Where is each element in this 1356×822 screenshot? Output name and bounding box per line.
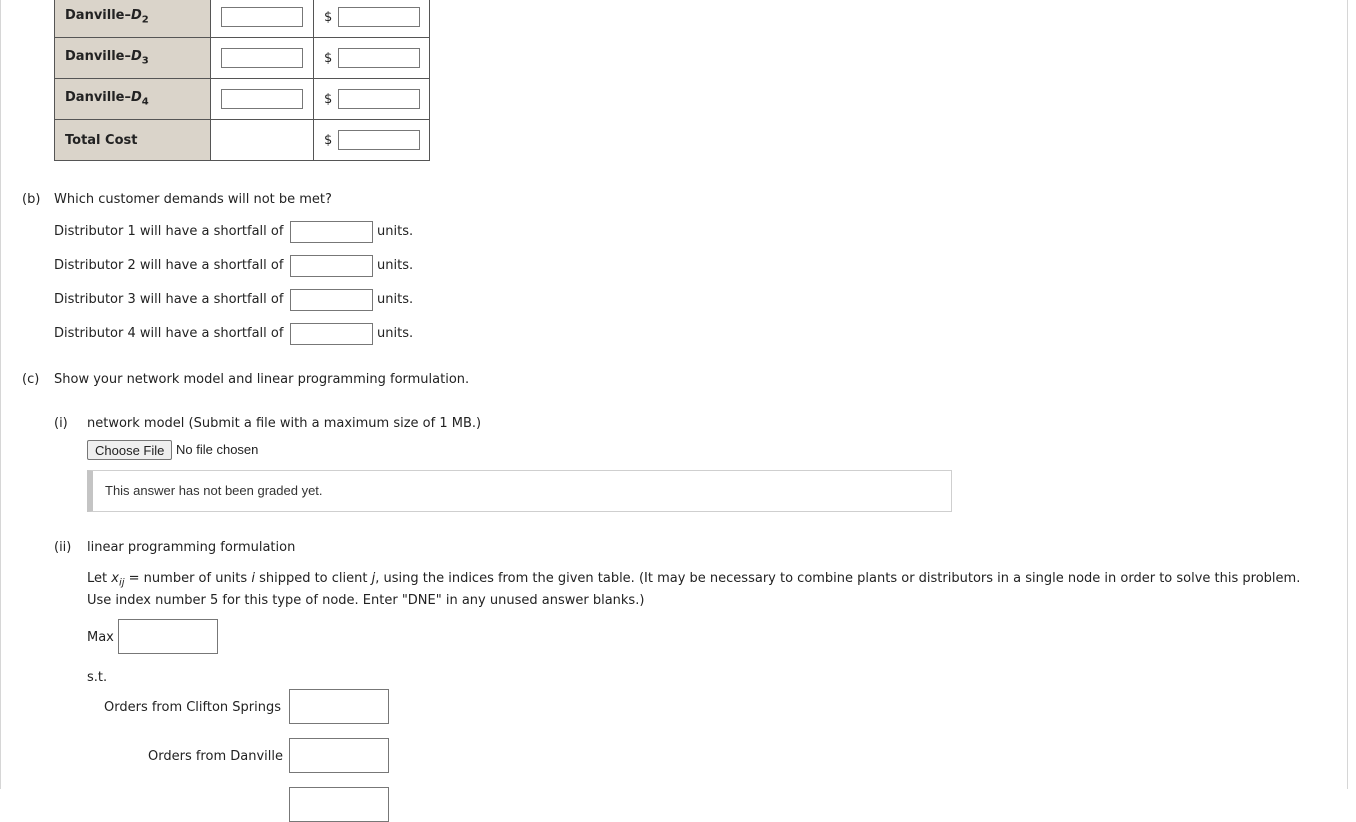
variable-definition-line2: Use index number 5 for this type of node. Enter "DNE" in any unused answer blanks.)	[87, 593, 645, 608]
table-row	[55, 38, 430, 79]
cost-table	[54, 0, 430, 161]
shortfall-label-4: Distributor 4 will have a shortfall of	[54, 326, 284, 341]
part-b-label: (b)	[22, 192, 41, 207]
part-c-ii-text: linear programming formulation	[87, 540, 296, 555]
objective-input[interactable]	[118, 619, 218, 654]
shortfall-label-1: Distributor 1 will have a shortfall of	[54, 224, 284, 239]
units-label-4: units.	[377, 326, 414, 341]
units-label-3: units.	[377, 292, 414, 307]
route-label: Danville–$D_2$	[55, 0, 211, 38]
cost-input[interactable]	[338, 48, 420, 68]
units-input[interactable]	[221, 7, 303, 27]
part-c-text: Show your network model and linear programming formulation.	[54, 372, 470, 387]
st-label: s.t.	[87, 670, 108, 685]
total-cost-label: Total Cost	[55, 120, 211, 161]
part-b-question: Which customer demands will not be met?	[54, 192, 332, 207]
total-cost-input[interactable]	[338, 130, 420, 150]
variable-definition: Let $x_{ij}$ = number of units i shipped to client j, using the indices from the given table. (It may be necessary to combine plants or distributors in a single node in order to solve this problem.	[87, 571, 1301, 589]
units-label-2: units.	[377, 258, 414, 273]
table-row-total	[55, 120, 430, 161]
currency-symbol: $	[324, 50, 333, 66]
part-c-ii-label: (ii)	[54, 540, 72, 555]
table-row	[55, 0, 430, 38]
part-c-i-text: network model (Submit a file with a maximum size of 1 MB.)	[87, 416, 482, 431]
shortfall-input-3[interactable]	[290, 289, 373, 311]
choose-file-button[interactable]: Choose File	[87, 440, 172, 460]
shortfall-input-2[interactable]	[290, 255, 373, 277]
units-input[interactable]	[221, 48, 303, 68]
shortfall-label-3: Distributor 3 will have a shortfall of	[54, 292, 284, 307]
currency-symbol: $	[324, 9, 333, 25]
max-label: Max	[87, 630, 114, 645]
part-c-i-label: (i)	[54, 416, 68, 431]
constraint-label-clifton: Orders from Clifton Springs	[104, 700, 282, 715]
constraint-input-danville[interactable]	[289, 738, 389, 773]
constraint-input-clifton[interactable]	[289, 689, 389, 724]
constraint-label-danville: Orders from Danville	[148, 749, 283, 764]
shortfall-input-1[interactable]	[290, 221, 373, 243]
route-label: Danville–$D_4$	[55, 79, 211, 120]
table-row	[55, 79, 430, 120]
route-label: Danville–$D_3$	[55, 38, 211, 79]
shortfall-input-4[interactable]	[290, 323, 373, 345]
shortfall-label-2: Distributor 2 will have a shortfall of	[54, 258, 284, 273]
currency-symbol: $	[324, 132, 333, 148]
cost-input[interactable]	[338, 89, 420, 109]
file-status: No file chosen	[176, 442, 259, 457]
units-input[interactable]	[221, 89, 303, 109]
graded-note: This answer has not been graded yet.	[87, 470, 952, 512]
constraint-input-next[interactable]	[289, 787, 389, 822]
cost-input[interactable]	[338, 7, 420, 27]
units-label-1: units.	[377, 224, 414, 239]
currency-symbol: $	[324, 91, 333, 107]
part-c-label: (c)	[22, 372, 40, 387]
